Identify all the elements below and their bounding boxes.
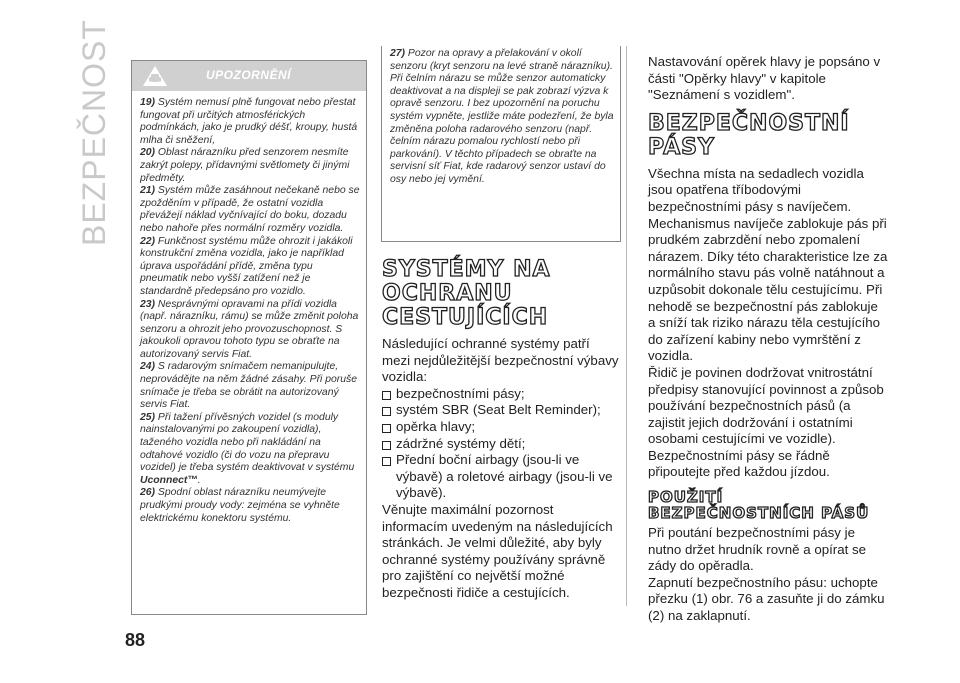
warning-item: 24) S radarovým snímačem nemanipulujte, neprovádějte na něm žádné zásahy. Při poruše snímače je třeba se obrátit na autorizovaný servis Fiat. (140, 361, 357, 411)
belt-use-para: Zapnutí bezpečnostního pásu: uchopte přezku (1) obr. 76 a zasuňte ji do zámku (2) na zaklapnutí. (648, 574, 885, 624)
warning-item: 26) Spodní oblast nárazníku neumývejte prudkými proudy vody: zejména se vyhněte elektrickému konektoru systému. (140, 487, 340, 524)
warning-item: 19) Systém nemusí plně fungovat nebo přestat fungovat při určitých atmosférických podmínkách, jako je prudký déšť, kroupy, hustá mlha či sněžení, (140, 97, 358, 146)
list-item: zádržné systémy dětí; (382, 436, 620, 453)
list-item: Přední boční airbagy (jsou-li ve výbavě) a roletové airbagy (jsou-li ve výbavě). (382, 452, 620, 502)
systems-section (382, 258, 620, 602)
square-bullet-icon (382, 441, 391, 450)
seat-belts-para: Všechna místa na sedadlech vozidla jsou opatřena tříbodovými bezpečnostními pásy s navíječem. Mechanismus navíječe zablokuje pás při prudkém zabrzdění nebo zpomalení nárazem. Díky této charakteristice lze za normálního stavu pás volně natáhnout a uzpůsobit dokonale tělu cestujícímu. Při nehodě se bezpečnostní pás zablokuje a sníží tak riziko nárazu těla cestujícího do zařízení kabiny nebo vymrštění z vozidla. (648, 165, 888, 364)
square-bullet-icon (382, 407, 391, 416)
warning-title: UPOZORNĚNÍ (206, 68, 292, 82)
list-item: systém SBR (Seat Belt Reminder); (382, 402, 620, 419)
chapter-side-title (72, 19, 112, 246)
seat-belts-para: Bezpečnostními pásy se řádně připoutejte před každou jízdou. (648, 447, 830, 480)
chapter-side-title-text: BEZPEČNOST (76, 19, 112, 246)
seat-belts-section (648, 54, 888, 625)
seat-belts-para: Řidič je povinen dodržovat vnitrostátní předpisy stanovující povinnost a způsob používání bezpečnostních pásů (a zajistit jejich dodržování i ostatními osobami cestujícími ve vozidle). (648, 364, 884, 447)
square-bullet-icon (382, 391, 391, 400)
list-item: opěrka hlavy; (382, 419, 620, 436)
warning-list (132, 91, 366, 525)
systems-outro: Věnujte maximální pozornost informacím uvedeným na následujících stránkách. Je velmi důležité, aby byly ochranné systémy používány správně pro zajištění co největší možné bezpečnosti řidiče a cestujících. (382, 501, 613, 600)
systems-intro: Následující ochranné systémy patří mezi nejdůležitější bezpečnostní výbavy vozidla: (382, 336, 619, 385)
warning-item: 27) Pozor na opravy a přelakování v okolí senzoru (kryt senzoru na levé straně nárazníku). Při čelním nárazu se může senzor automaticky deaktivovat a na displeji se pak zobrazí výzva k opravě senzoru. I bez upozornění na poruchu systém vypněte, jestliže máte podezření, že byla změněna poloha radarového senzoru (např. čelním nárazu pomalou rychlostí nebo při parkování). V těchto případech se obraťte na servisní síť Fiat, kde radarový senzor ustaví do osy nebo jej vymění. (390, 48, 614, 185)
warning-car-icon (142, 64, 168, 88)
list-item: bezpečnostními pásy; (382, 386, 620, 403)
warning-box (131, 60, 367, 615)
square-bullet-icon (382, 457, 391, 466)
column-divider (626, 46, 627, 606)
headrest-note: Nastavování opěrek hlavy je popsáno v části "Opěrky hlavy" v kapitole "Seznámení s vozidlem". (648, 54, 881, 103)
warning-item: 22) Funkčnost systému může ohrozit i jakákoli konstrukční změna vozidla, jako je například úprava uspořádání přídě, změna typu pneumatik nebo vyšší zatížení než je standardně předepsáno pro vozidlo. (140, 235, 353, 297)
warning-item: 20) Oblast nárazníku před senzorem nesmíte zakrýt polepy, přídavnými světlomety či jinými předměty. (140, 147, 350, 184)
warning-item: 23) Nesprávnými opravami na přídi vozidla (např. nárazníku, rámu) se může změnit poloha senzoru a ohrozit jeho provozuschopnost. S jakoukoli opravou tohoto typu se obraťte na autorizovaný servis Fiat. (140, 298, 359, 360)
warning-header (132, 61, 366, 91)
warning-item: 25) Při tažení přívěsných vozidel (s moduly nainstalovanými po zakoupení vozidla), taženého vozidla nebo při nakládání na odtahové vozidlo (či do vozu na přepravu vozidel) je třeba systém deaktivovat v systému Uconnect™. (140, 411, 355, 486)
square-bullet-icon (382, 424, 391, 433)
warning-box-continued (381, 46, 621, 242)
belt-use-para: Při poutání bezpečnostními pásy je nutno držet hrudník rovně a opírat se zády do opěradla. (648, 525, 867, 574)
systems-heading: SYSTÉMY NA OCHRANU CESTUJÍCÍCH (382, 257, 551, 330)
warning-item: 21) Systém může zasáhnout nečekaně nebo se zpožděním v případě, že ostatní vozidla převážejí náklad vyčnívající do boku, dozadu nebo nahoře přes normální rozměry vozidla. (140, 185, 360, 234)
page-number: 88 (125, 630, 146, 650)
belt-use-heading: POUŽITÍ BEZPEČNOSTNÍCH PÁSŮ (648, 488, 870, 523)
seat-belts-heading: BEZPEČNOSTNÍ PÁSY (648, 110, 850, 160)
